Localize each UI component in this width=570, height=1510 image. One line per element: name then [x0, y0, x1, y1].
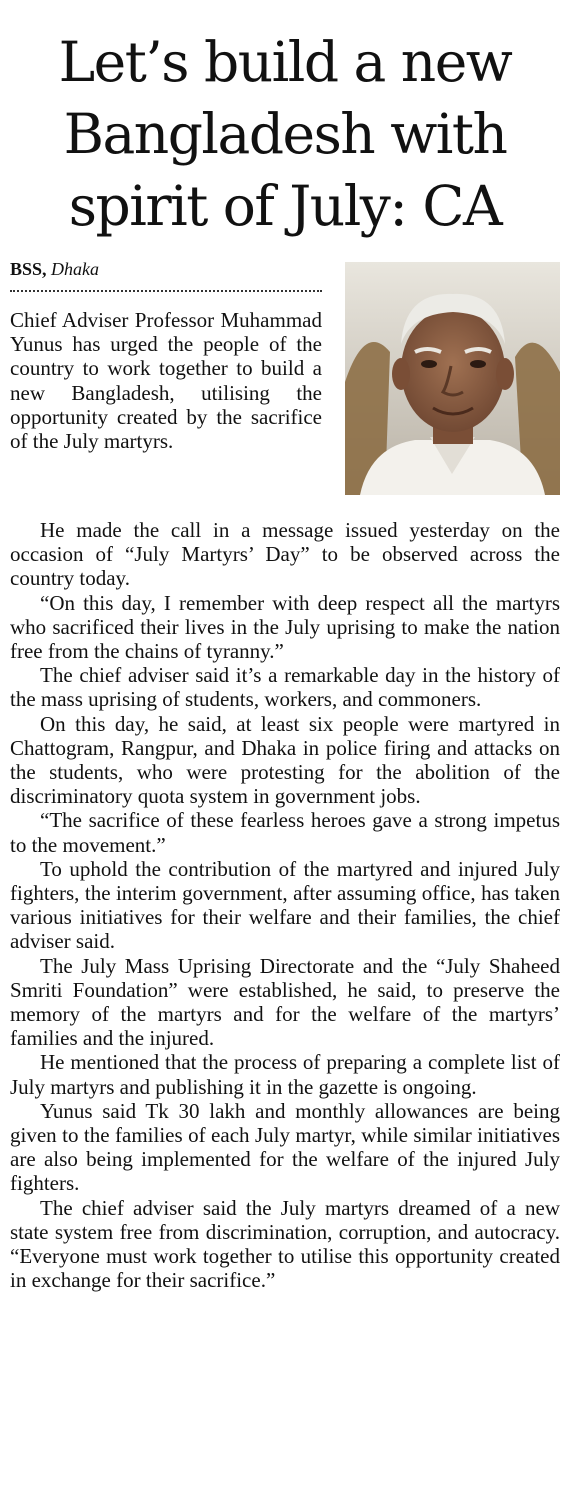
paragraph: The July Mass Uprising Directorate and the “July Shaheed Smriti Foundation” were established, he said, to preserve the memory of the martyrs and for the welfare of the martyrs’ families and the injured. — [10, 953, 560, 1051]
headline: Let’s build a new Bangladesh with spirit of July: CA — [58, 30, 512, 238]
paragraph: He mentioned that the process of preparing a complete list of July martyrs and publishing it in the gazette is ongoing. — [10, 1050, 560, 1099]
article-body — [10, 518, 560, 1293]
paragraph: The chief adviser said it’s a remarkable day in the history of the mass uprising of students, workers, and commoners. — [10, 663, 560, 712]
paragraph: To uphold the contribution of the martyred and injured July fighters, the interim government, after assuming office, has taken various initiatives for their welfare and their families, the chief adviser said. — [10, 856, 560, 954]
paragraph: “The sacrifice of these fearless heroes gave a strong impetus to the movement.” — [10, 808, 560, 857]
paragraph: The chief adviser said the July martyrs dreamed of a new state system free from discrimination, corruption, and autocracy. “Everyone must work together to utilise this opportunity created in exchange for their sacrifice.” — [10, 1195, 560, 1293]
paragraph: Yunus said Tk 30 lakh and monthly allowances are being given to the families of each July martyr, while similar initiatives are also being implemented for the welfare of the injured July fighters. — [10, 1098, 560, 1196]
byline — [10, 258, 322, 280]
byline-divider — [10, 290, 322, 292]
paragraph: On this day, he said, at least six people were martyred in Chattogram, Rangpur, and Dhaka in police firing and attacks on the students, who were protesting for the abolition of the discriminatory quota system in government jobs. — [10, 711, 560, 809]
paragraph: He made the call in a message issued yesterday on the occasion of “July Martyrs’ Day” to be observed across the country today. — [10, 518, 560, 591]
byline-agency: BSS, — [10, 259, 47, 279]
lead-paragraph: Chief Adviser Professor Muhammad Yunus has urged the people of the country to work together to build a new Bangladesh, utilising the opportunity created by the sacrifice of the July martyrs. — [10, 308, 322, 454]
paragraph: “On this day, I remember with deep respect all the martyrs who sacrificed their lives in the July uprising to make the nation free from the chains of tyranny.” — [10, 590, 560, 664]
byline-place: Dhaka — [51, 259, 100, 279]
portrait-photo — [345, 262, 560, 495]
